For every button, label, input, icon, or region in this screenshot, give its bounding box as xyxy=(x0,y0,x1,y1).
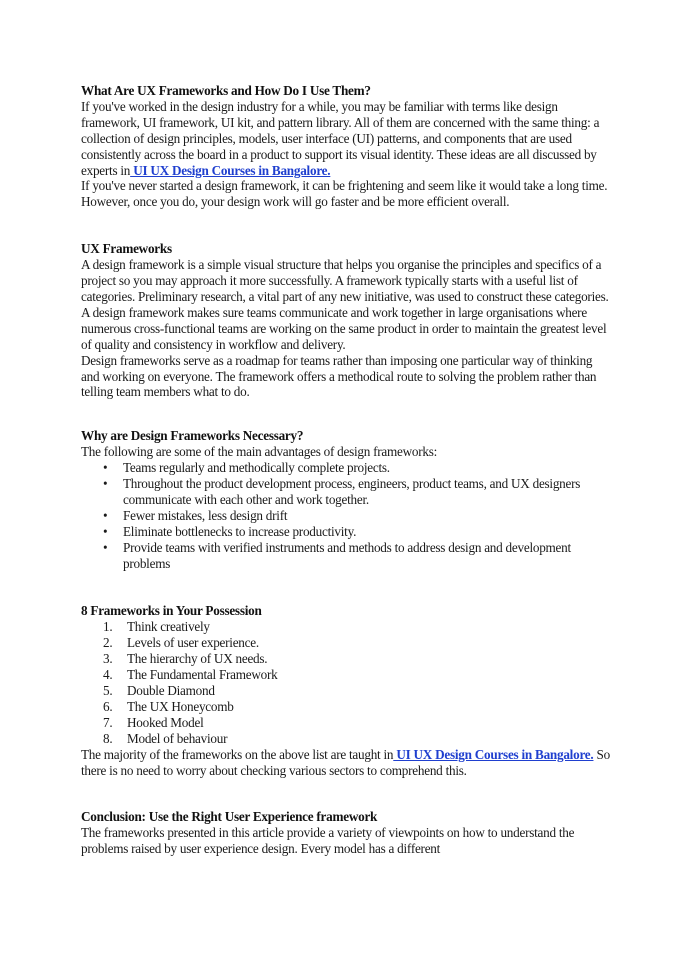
section-heading: Why are Design Frameworks Necessary? xyxy=(81,428,304,444)
course-link[interactable]: UI UX Design Courses in Bangalore. xyxy=(393,746,594,762)
list-number: 2. xyxy=(103,635,113,651)
paragraph: If you've never started a design framework, it can be frightening and seem like it would take a long time. However, once you do, your design work will go faster and be more efficient overall. xyxy=(81,178,608,210)
list-item xyxy=(103,476,611,508)
bullet-icon: • xyxy=(103,507,108,523)
section-heading: What Are UX Frameworks and How Do I Use Them? xyxy=(81,83,371,98)
list-item xyxy=(103,731,611,747)
bullet-icon: • xyxy=(103,523,108,539)
list-item-text: Teams regularly and methodically complete projects. xyxy=(123,460,390,476)
list-item-text: Double Diamond xyxy=(127,683,215,698)
list-item xyxy=(103,683,611,699)
list-item xyxy=(103,540,611,572)
list-item-text: Fewer mistakes, less design drift xyxy=(123,507,288,523)
list-number: 3. xyxy=(103,651,113,667)
bullet-icon: • xyxy=(103,539,108,555)
paragraph-text: If you've worked in the design industry for a while, you may be familiar with terms like design framework, UI framework, UI kit, and pattern library. All of them are concerned with the same thing: a collection of design principles, models, user interface (UI) patterns, and components that are used consistently across the board in a product to support its visual identity. These ideas are all discussed by experts in xyxy=(81,98,600,178)
list-item-text: Levels of user experience. xyxy=(127,635,259,651)
list-item xyxy=(103,635,611,651)
list-number: 6. xyxy=(103,698,113,714)
list-item-text: Provide teams with verified instruments and methods to address design and development problems xyxy=(123,539,571,571)
list-number: 4. xyxy=(103,667,113,683)
list-number: 7. xyxy=(103,714,113,730)
paragraph: Design frameworks serve as a roadmap for teams rather than imposing one particular way of thinking and working on everyone. The framework offers a methodical route to solving the problem rather than telling team members what to do. xyxy=(81,352,597,400)
section-8-frameworks xyxy=(81,603,611,778)
list-item-text: Think creatively xyxy=(127,619,210,635)
list-item xyxy=(103,715,611,731)
paragraph-text: The majority of the frameworks on the above list are taught in xyxy=(81,746,394,762)
section-conclusion xyxy=(81,809,611,857)
list-item-text: Hooked Model xyxy=(127,714,204,730)
list-item xyxy=(103,619,611,635)
list-item-text: The Fundamental Framework xyxy=(127,667,278,683)
section-heading: Conclusion: Use the Right User Experience framework xyxy=(81,809,378,825)
paragraph: A design framework is a simple visual structure that helps you organise the principles and specifics of a project so you may approach it more successfully. A framework typically starts with a useful list of categories. Preliminary research, a vital part of any new initiative, was used to construct these categories. xyxy=(81,257,609,304)
list-item-text: Throughout the product development process, engineers, product teams, and UX designers communicate with each other and work together. xyxy=(123,476,581,507)
paragraph: The following are some of the main advantages of design frameworks: xyxy=(81,444,438,460)
list-item xyxy=(103,651,611,667)
bullet-icon: • xyxy=(103,460,108,476)
paragraph: The frameworks presented in this article provide a variety of viewpoints on how to understand the problems raised by user experience design. Every model has a different xyxy=(81,825,575,857)
section-why-design-frameworks xyxy=(81,428,611,571)
list-number: 5. xyxy=(103,683,113,698)
paragraph xyxy=(81,747,611,779)
paragraph: A design framework makes sure teams communicate and work together in large organisations where numerous cross-functional teams are working on the same product in order to maintain the greatest level of quality and consistency in workflow and delivery. xyxy=(81,304,607,352)
list-item-text: The UX Honeycomb xyxy=(127,698,234,714)
paragraph-text: So there is no need to worry about checking various sectors to comprehend this. xyxy=(81,746,610,778)
paragraph xyxy=(81,99,611,179)
section-ux-frameworks xyxy=(81,241,611,400)
list-item xyxy=(103,699,611,715)
advantages-list xyxy=(81,460,611,571)
section-heading: 8 Frameworks in Your Possession xyxy=(81,603,262,619)
course-link[interactable]: UI UX Design Courses in Bangalore. xyxy=(130,162,331,178)
list-item xyxy=(103,508,611,524)
list-item-text: Model of behaviour xyxy=(127,730,228,746)
section-heading: UX Frameworks xyxy=(81,241,172,257)
list-item-text: Eliminate bottlenecks to increase productivity. xyxy=(123,523,357,539)
list-item-text: The hierarchy of UX needs. xyxy=(127,651,268,667)
list-item xyxy=(103,667,611,683)
list-item xyxy=(103,524,611,540)
list-item xyxy=(103,460,611,476)
section-what-are-ux-frameworks xyxy=(81,83,611,210)
bullet-icon: • xyxy=(103,476,108,492)
list-number: 1. xyxy=(103,619,113,635)
list-number: 8. xyxy=(103,730,113,746)
document-page xyxy=(81,83,611,857)
frameworks-list xyxy=(81,619,611,746)
